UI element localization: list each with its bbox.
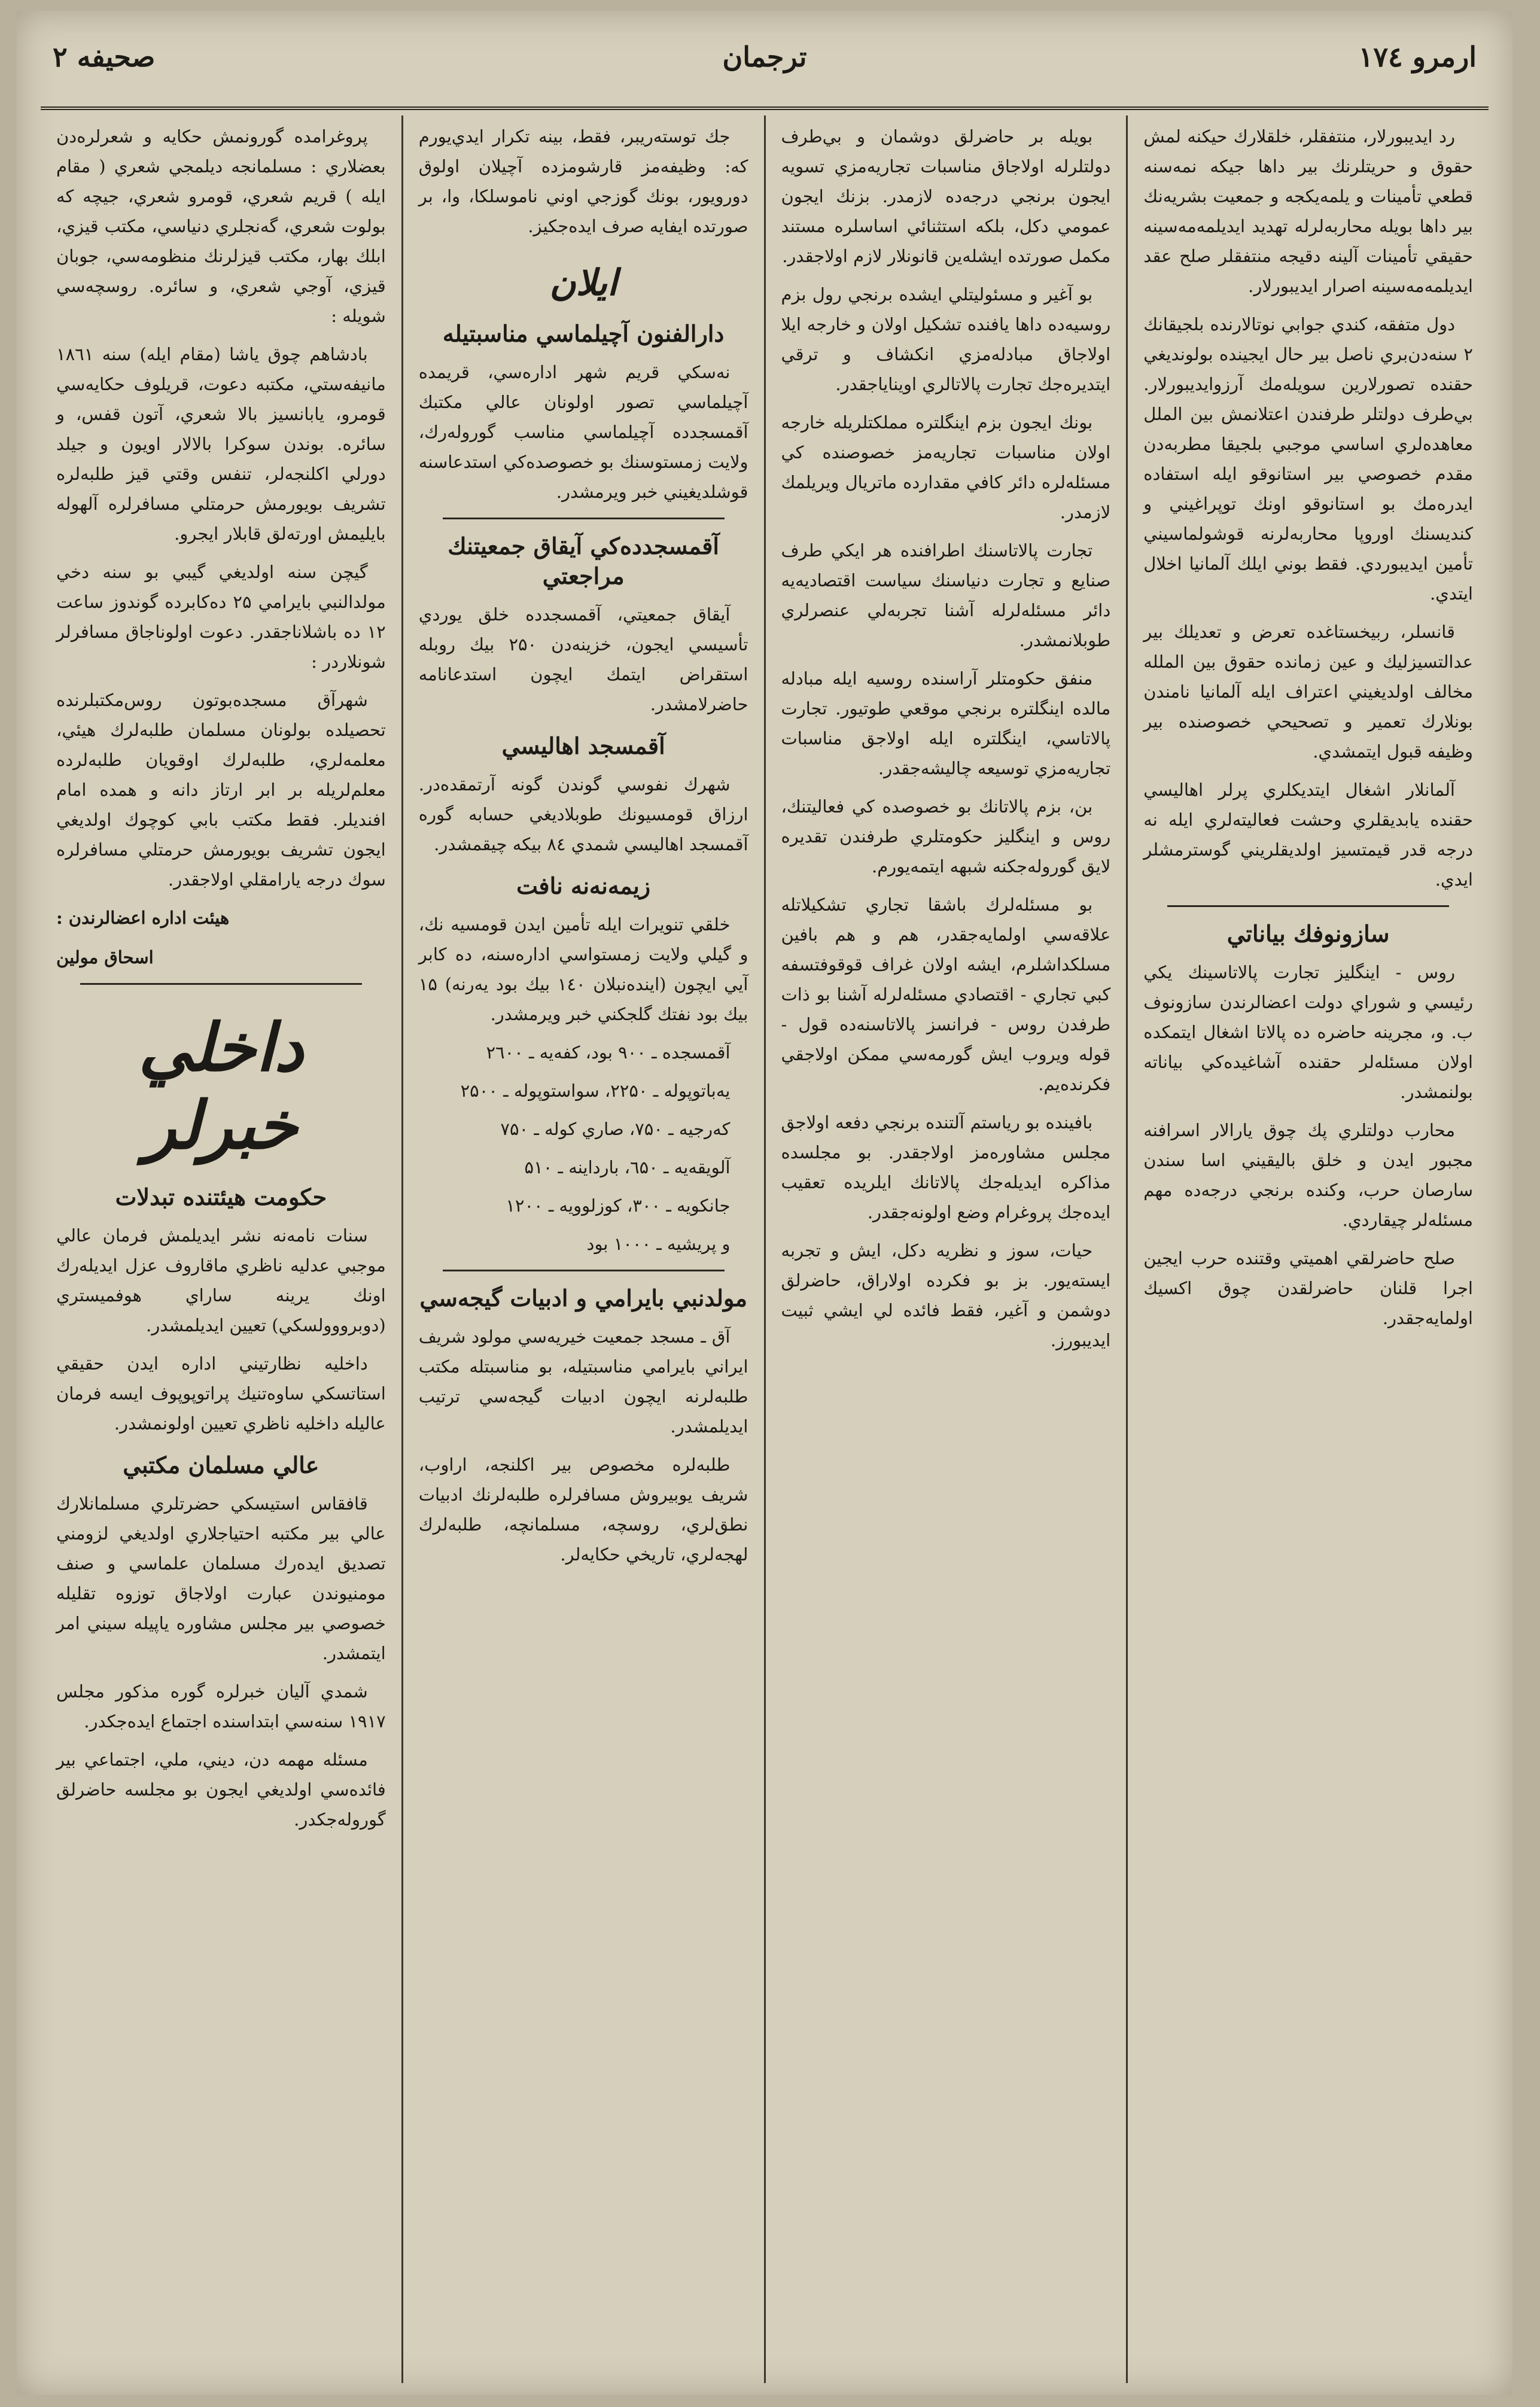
price-line: آلويقه‌يه ـ ٦۵۰، بارداينه ـ ۵۱۰ xyxy=(524,1157,731,1177)
newspaper-title: ترجمان xyxy=(722,41,807,73)
price-line: و پريشيه ـ ۱۰۰۰ بود xyxy=(586,1234,731,1254)
masthead xyxy=(41,23,1489,110)
paragraph: بافينده بو رياستم آلتنده برنجي دفعه اولاجق مجلس مشاوره‌مز اولاجقدر. بو مجلسده مذاكره ايديله‌جك پالاتانك ايلريده تعقيب ايده‌جك پروغرام وضع اولونه‌جقدر. xyxy=(781,1112,1111,1222)
subhead-society: آقمسجدده‌كي آيقاق جمعيتنك مراجعتي xyxy=(448,532,719,589)
columns xyxy=(41,115,1489,2383)
subhead-muslim-school: عالي مسلمان مكتبي xyxy=(123,1451,319,1478)
divider xyxy=(80,983,362,985)
paragraph: نه‌سكي قريم شهر اداره‌سي، قريمده آچيلماسي تصور اولونان عالي مكتبك آقمسجدده آچيلماسي مناسب گوروله‌رك، ولايت زمستوسنك بو خصوصده‌كي استدعاسنه قوشلديغيني خبر ويرمشدر. xyxy=(418,362,748,502)
paragraph: آق ـ مسجد جمعيت خيريه‌سي مولود شريف ايراني بايرامي مناسبتيله، بو مناسبتله مكتب طلبه‌لرنه ايچون ادبيات گيجه‌سي ترتيب ايديلمشدر. xyxy=(418,1326,748,1437)
paragraph: گيچن سنه اولديغي گيبي بو سنه دخي مولدالنبي بايرامي ۲۵ ده‌كابرده گوندوز ساعت ۱۲ ده باشلاناجقدر. دعوت اولوناجاق مسافرلر شونلاردر : xyxy=(56,562,386,672)
headline-domestic-news: داخلي خبرلر xyxy=(138,1009,304,1164)
paragraph: روس - اينگليز تجارت پالاتاسينك يكي رئيسي و شوراي دولت اعضالرندن سازونوف ب. و، مجرينه حاضره ده پالاتا اشغال ايتمكده اولان مسئله‌لر حقنده آشاغيده‌كي بياناته بولنمشدر. xyxy=(1143,962,1473,1102)
divider xyxy=(443,518,725,519)
paragraph: داخليه نظارتيني اداره ايدن حقيقي استاتسكي ساوه‌تنيك پراتوپوپوف ايسه فرمان عاليله داخليه ناظري تعيين اولونمشدر. xyxy=(56,1353,386,1434)
column-4 xyxy=(41,115,401,2383)
paragraph: سنات نامه‌نه نشر ايديلمش فرمان عالي موجبي عدليه ناظري ماقاروف عزل ايديله‌رك اونك يرينه ساراي هوفميستري (دوبرووولسكي) تعيين ايديلمشدر. xyxy=(56,1225,386,1335)
paragraph: بويله بر حاضرلق دوشمان و بي‌طرف دولتلرله اولاجاق مناسبات تجاريه‌مزي تسويه ايجون برنجي درجه‌ده لازمدر. بزنك ايجون عمومي دكل، بلكه استثنائي اساسلره مستند مكمل صورتده ايشله‌ين قانونلار لازم اولاجقدر. xyxy=(781,126,1111,266)
subhead-kerosene: زيمه‌نه‌نه نافت xyxy=(516,872,651,899)
paragraph: بادشاهم چوق ياشا (مقام ايله) سنه ۱۸٦۱ مانيفه‌ستي، مكتبه دعوت، قريلوف حكايه‌سي قومرو، يابانسيز بالا شعري، آتون قفس، و سائره. بوندن سوكرا بالالار اويون و جيلد دورلي اكلنجه‌لر، تنفس وقتي قيز طلبه‌لره تشريف بويورمش حرمتلي مسافرلره آلهوله بايليمش اورته‌لق قابلار ايجرو. xyxy=(56,344,386,544)
paragraph: بن، بزم پالاتانك بو خصوصده كي فعاليتنك، روس و اينگليز حكومتلري طرفندن تقديره لايق گوروله‌جكنه شبهه ايتمه‌يورم. xyxy=(781,796,1111,877)
paragraph: آلمانلار اشغال ايتديكلري پرلر اهاليسي حقنده يابديقلري وحشت فعاليته‌لري ايله نه درجه قدر قيمتسيز اولديقلريني گوسترمشلر ايدي. xyxy=(1143,780,1473,890)
paragraph: آيقاق جمعيتي، آقمسجدده خلق يوردي تأسيسي ايجون، خزينه‌دن ۲۵۰ بيك روبله استقراض ايتمك ايچون استدعانامه حاضرلامشدر. xyxy=(418,604,748,714)
divider xyxy=(1167,905,1449,907)
paragraph: شمدي آليان خبرلره گوره مذكور مجلس ۱۹۱۷ سنه‌سي ابتداسنده اجتماع ايده‌جكدر. xyxy=(56,1681,386,1732)
page-number: صحيفه ۲ xyxy=(53,41,156,73)
subhead-population: آقمسجد اهاليسي xyxy=(501,732,665,759)
paragraph: شهرآق مسجده‌بوتون روس‌مكتبلرنده تحصيلده بولونان مسلمان طلبه‌لرك هيئي، معلمه‌لري، طلبه‌لرك اوقويان طلبه‌لرده معلم‌لريله بر ابر ارتاز دانه و همده امام افنديلر. فقط مكتب بابي كوچوك اولديغي ايجون تشريف بويورمش حرمتلي مسافرلره سوك درجه يارامقلي اولاجقدر. xyxy=(56,690,386,890)
paragraph: قانسلر، ربيخستاغده تعرض و تعديلك بير عدالتسيزليك و عين زمانده حقوق بين الملله مخالف اولديغيني اعتراف ايله آلمانيا نامندن بونلارك تعمير و تصحيحي خصوصنده بير وظيفه قبول ايتمشدي. xyxy=(1143,622,1473,762)
paragraph: تجارت پالاتاسنك اطرافنده هر ايكي طرف صنايع و تجارت دنياسنك سياست اقتصاديه‌يه دائر مسئله‌لرله آشنا تجربه‌لي عنصرلري طوبلانمشدر. xyxy=(781,540,1111,650)
paragraph: طلبه‌لره مخصوص بير اكلنجه، اراوب، شريف يوبيروش مسافرلره طلبه‌لرنك ادبيات نطق‌لري، روسچه، مسلمانچه، طلبه‌لرك لهجه‌لري، تاريخي حكايه‌لر. xyxy=(418,1454,748,1565)
paragraph: منفق حكومتلر آراسنده روسيه ايله مبادله مالده اينگلتره برنجي موقعي طوتيور. تجارت پالاتاسي، اينگلتره ايله اولاجق مناسبات تجاريه‌مزي توسيعه چاليشه‌جقدر. xyxy=(781,668,1111,778)
column-1 xyxy=(1126,115,1489,2383)
paragraph: حيات، سوز و نظريه دكل، ايش و تجربه ايسته‌يور. بز بو فكرده اولاراق، حاضرلق دوشمن و آغير، فقط فائده لي ايشي ثبيت ايديبورز. xyxy=(781,1240,1111,1350)
paragraph: شهرك نفوسي گوندن گونه آرتمقده‌در. ارزاق قومسيونك طوبلاديغي حسابه گوره آقمسجد اهاليسي شمدي ۸٤ بيكه چيقمشدر. xyxy=(418,774,748,854)
headline-announcement: ايلان xyxy=(549,262,617,304)
paragraph: بو آغير و مسئوليتلي ايشده برنجي رول بزم روسيه‌ده داها يافنده تشكيل اولان و خارجه ايلا اولاجاق مبادله‌مزي انكشاف و ترقي ايتديره‌جك تجارت پالاتالري اويناياجقدر. xyxy=(781,284,1111,394)
signature-name: اسحاق مولين xyxy=(56,947,154,967)
subhead-mawlid: مولدنبي بايرامي و ادبيات گيجه‌سي xyxy=(419,1285,747,1311)
paragraph: قافقاس استيسكي حضرتلري مسلمانلارك عالي بير مكتبه احتياجلاري اولديغي لزومني تصديق ايده‌رك مسلمان علماسي و صنف مومنيوندن عبارت اولاجاق توزوه تقليله خصوصي بير مجلس مشاوره ياپيله سيني امر ايتمشدر. xyxy=(56,1493,386,1663)
paragraph: محارب دولتلري پك چوق يارالار اسرافنه مجبور ايدن و خلق باليقيني اسا سندن سارصان حرب، وكنده برنجي درجه‌ده مهم مسئله‌لر چيقاردي. xyxy=(1143,1120,1473,1230)
paragraph: پروغرامده گورونمش حكايه و شعرلره‌دن بعضلاري : مسلمانجه ديلمجي شعري ( مقام ايله ) قريم شعري، قومرو شعري، جيچه كه بولوت شعري، گه‌نجلري دنياسي، مكتب قيزي، ابلك بهار، مكتب قيزلرنك منظومه‌سي، جوبان قيزي، آوجي شعري، و سائره. روسچه‌سي شويله : xyxy=(56,126,386,326)
paragraph: دول متفقه، كندي جوابي نوتالارنده بلجيقانك ۲ سنه‌دن‌بري نا‌صل بير حال ايجينده بولونديغي حقنده تصورلارين سويله‌مك آرزوايديبورلار. بي‌طرف دولتلر طرفندن اعتلانمش بين الملل معاهده‌لري اساسي موجبي بلجيقا مطربه‌دن مقدم خصوصي بير استانوقو ايله استفاده ايدره‌مك بو استانوقو اونك توپراغيني و كنديسنك اوروپا محاربه‌لرنه قوشولماسيني تأمين ايديبوردي. فقط بوني ايلك آلمانيا اخلال ايتدي. xyxy=(1143,314,1473,604)
price-line: جانكويه ـ ۳۰۰، كوزلوويه ـ ۱۲۰۰ xyxy=(506,1195,731,1216)
paragraph: خلقي تنويرات ايله تأمين ايدن قومسيه نك، و گيلي ولايت زمستواسي اداره‌سنه، ده كابر آيي ايچون (اينده‌نبلان ۱٤۰ بيك بود يه‌رنه) ۱۵ بيك بود نفتك گلجكني خبر ويرمشدر. xyxy=(418,914,748,1024)
paragraph: بونك ايجون بزم اينگلتره مملكتلريله خارجه اولان مناسبات تجاريه‌مز خصوصنده كي مسئله‌لره دائر كافي مقدارده ماتريال ويريلمك لازمدر. xyxy=(781,412,1111,522)
price-line: كه‌رجيه ـ ۷۵۰، صاري كوله ـ ۷۵۰ xyxy=(500,1119,731,1139)
issue-number: ارمرو ۱۷٤ xyxy=(1358,41,1477,73)
subhead-university: دارالفنون آچيلماسي مناسبتيله xyxy=(442,320,725,347)
paragraph: جك توسته‌ريبر، فقط، بينه تكرار ايدي‌يورم كه: وظيفه‌مز قارشومزده آچيلان اولوق دورويور، بونك گوزجي اوني ناموسلكا، وا، بر صورتده ايفايه صرف ايده‌جكيز. xyxy=(418,126,748,236)
column-2 xyxy=(764,115,1127,2383)
paragraph: مسئله مهمه دن، ديني، ملي، اجتماعي بير فائده‌سي اولديغي ايجون بو مجلسه حاضرلق گوروله‌جكدر. xyxy=(56,1749,386,1830)
subhead-government-changes: حكومت هيئتنده تبدلات xyxy=(115,1183,327,1210)
paragraph: بو مسئله‌لرك باشقا تجاري تشكيلاتله علاقه‌سي اولمايه‌جقدر، هم و هم بافين مسلكداشلرم، ايشه اولان غراف قوقوفتسفه كبي تجاري - اقتصادي مسئله‌لرله آشنا بو ذات طرفدن روس - فرانسز پالاتاسنه‌ده قول - قوله ويروب ايش گورمه‌سي ممكن اولاجقي فكرنده‌يم. xyxy=(781,894,1111,1094)
headline-sazonov: سازونوفك بياناتي xyxy=(1226,920,1390,947)
signature-label: هيئت اداره اعضالرندن : xyxy=(56,908,230,928)
paragraph: رد ايديبورلار، منتفقلر، خلقلارك حيكنه لمش حقوق و حريتلرنك بير داها جيكه نمه‌سنه قطعي تأمينات و يلمه‌يكجه و جمعيت بشريه‌نك بير داها بويله محاربه‌لرله تهديد ايديلمه‌مه‌سينه حقيقي تأمينات آلينه دقيجه منتفقلر صلح عقد ايديلمه‌مه‌سينه اصرار ايديبورلار. xyxy=(1143,126,1473,296)
column-3 xyxy=(401,115,764,2383)
price-line: يه‌باتوپوله ـ ۲۲۵۰، سواستوپوله ـ ۲۵۰۰ xyxy=(460,1081,731,1101)
paragraph: صلح حاضرلقي اهميتي وقتنده حرب ايجين اجرا قلنان حاضرلقدن چوق اكسيك اولمايه‌جقدر. xyxy=(1143,1248,1473,1328)
divider xyxy=(443,1270,725,1271)
price-line: آقمسجده ـ ۹۰۰ بود، كفه‌يه ـ ۲٦۰۰ xyxy=(486,1042,731,1063)
newspaper-page xyxy=(17,11,1512,2395)
